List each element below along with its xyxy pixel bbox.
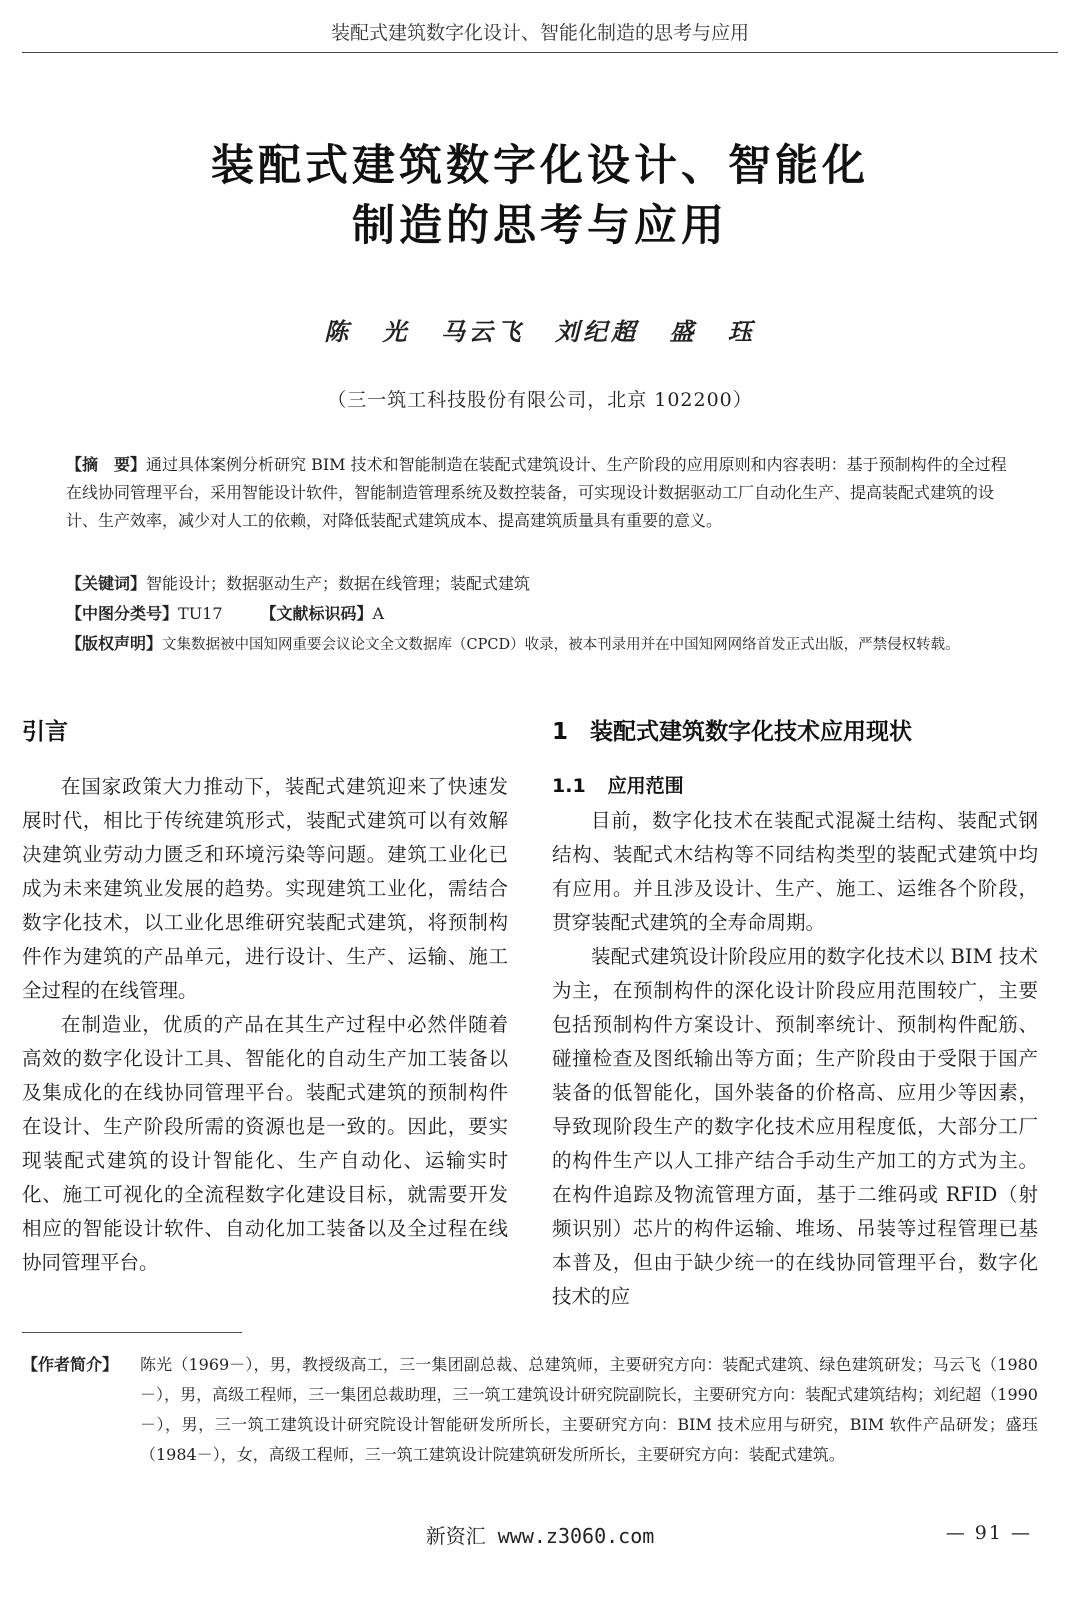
paragraph: 在国家政策大力推动下，装配式建筑迎来了快速发展时代，相比于传统建筑形式，装配式建筑可以有效解决建筑业劳动力匮乏和环境污染等问题。建筑工业化已成为未来建筑业发展的趋势。实现建筑工业化，需结合数字化技术，以工业化思维研究装配式建筑，将预制构件作为建筑的产品单元，进行设计、生产、运输、施工全过程的在线管理。	[22, 775, 508, 1002]
author-bio-footnote	[22, 1350, 1038, 1470]
abstract	[66, 451, 1016, 535]
abstract-text: 通过具体案例分析研究 BIM 技术和智能制造在装配式建筑设计、生产阶段的应用原则和内容表明：基于预制构件的全过程在线协同管理平台，采用智能设计软件，智能制造管理系统及数控装备，可实现设计数据驱动工厂自动化生产、提高装配式建筑的设计、生产效率，减少对人工的依赖，对降低装配式建筑成本、提高建筑质量具有重要的意义。	[66, 455, 1007, 530]
title-line-1: 装配式建筑数字化设计、智能化	[211, 141, 869, 191]
docid-value: A	[372, 604, 385, 623]
class-label: 【中图分类号】	[66, 604, 179, 623]
copyright-notice	[66, 630, 1056, 659]
docid-label: 【文献标识码】	[260, 604, 373, 623]
right-column	[552, 710, 1038, 1314]
watermark: 新资汇 www.z3060.com	[425, 1524, 655, 1548]
intro-heading: 引言	[22, 719, 68, 745]
class-value: TU17	[178, 604, 223, 623]
keywords-text: 智能设计；数据驱动生产；数据在线管理；装配式建筑	[146, 574, 531, 593]
copyright-label: 【版权声明】	[66, 634, 163, 653]
author: 刘纪超	[555, 317, 640, 346]
section-number: 1	[552, 719, 569, 745]
section-heading	[552, 710, 1038, 754]
keywords-label: 【关键词】	[66, 574, 147, 593]
subsection-heading	[552, 768, 1038, 804]
keywords	[66, 570, 1016, 598]
copyright-text: 文集数据被中国知网重要会议论文全文数据库（CPCD）收录，被本刊录用并在中国知网网络首发正式出版，严禁侵权转载。	[162, 637, 960, 653]
subsection-number: 1.1	[552, 775, 586, 797]
title-line-2: 制造的思考与应用	[352, 201, 728, 251]
subsection-title: 应用范围	[607, 775, 684, 797]
paragraph: 目前，数字化技术在装配式混凝土结构、装配式钢结构、装配式木结构等不同结构类型的装配式建筑中均有应用。并且涉及设计、生产、施工、运维各个阶段，贯穿装配式建筑的全寿命周期。	[552, 809, 1038, 934]
author-list	[0, 312, 1080, 347]
page-number: — 91 —	[945, 1522, 1032, 1544]
paragraph: 装配式建筑设计阶段应用的数字化技术以 BIM 技术为主，在预制构件的深化设计阶段应用范围较广，主要包括预制构件方案设计、预制率统计、预制构件配筋、碰撞检查及图纸输出等方面；生产阶段由于受限于国产装备的低智能化，国外装备的价格高、应用少等因素，导致现阶段生产的数字化技术应用程度低，大部分工厂的构件生产以人工排产结合手动生产加工的方式为主。在构件追踪及物流管理方面，基于二维码或 RFID（射频识别）芯片的构件运输、堆场、吊装等过程管理已基本普及，但由于缺少统一的在线协同管理平台，数字化技术的应	[552, 945, 1038, 1308]
left-column	[22, 710, 508, 1280]
paper-title	[0, 136, 1080, 256]
classification	[66, 600, 1016, 628]
author: 陈 光	[324, 317, 411, 346]
section-title: 装配式建筑数字化技术应用现状	[590, 719, 913, 745]
running-head: 装配式建筑数字化设计、智能化制造的思考与应用	[330, 22, 749, 44]
footnote-label: 【作者简介】	[22, 1355, 119, 1374]
footnote-rule	[22, 1332, 242, 1333]
abstract-label: 【摘 要】	[66, 455, 147, 474]
affiliation: （三一筑工科技股份有限公司，北京 102200）	[327, 389, 753, 411]
header-rule	[22, 52, 1058, 53]
paragraph: 在制造业，优质的产品在其生产过程中必然伴随着高效的数字化设计工具、智能化的自动生产加工装备以及集成化的在线协同管理平台。装配式建筑的预制构件在设计、生产阶段所需的资源也是一致的。因此，要实现装配式建筑的设计智能化、生产自动化、运输实时化、施工可视化的全流程数字化建设目标，就需要开发相应的智能设计软件、自动化加工装备以及全过程在线协同管理平台。	[22, 1013, 508, 1274]
footnote-text: 陈光（1969－），男，教授级高工，三一集团副总裁、总建筑师，主要研究方向：装配式建筑、绿色建筑研发；马云飞（1980－），男，高级工程师，三一集团总裁助理，三一筑工建筑设计研究院副院长，主要研究方向：装配式建筑结构；刘纪超（1990－），男，三一筑工建筑设计研究院设计智能研发所所长，主要研究方向：BIM 技术应用与研究，BIM 软件产品研发；盛珏（1984－），女，高级工程师，三一筑工建筑设计院建筑研发所所长，主要研究方向：装配式建筑。	[140, 1355, 1038, 1464]
author: 盛 珏	[669, 317, 756, 346]
author: 马云飞	[440, 317, 525, 346]
